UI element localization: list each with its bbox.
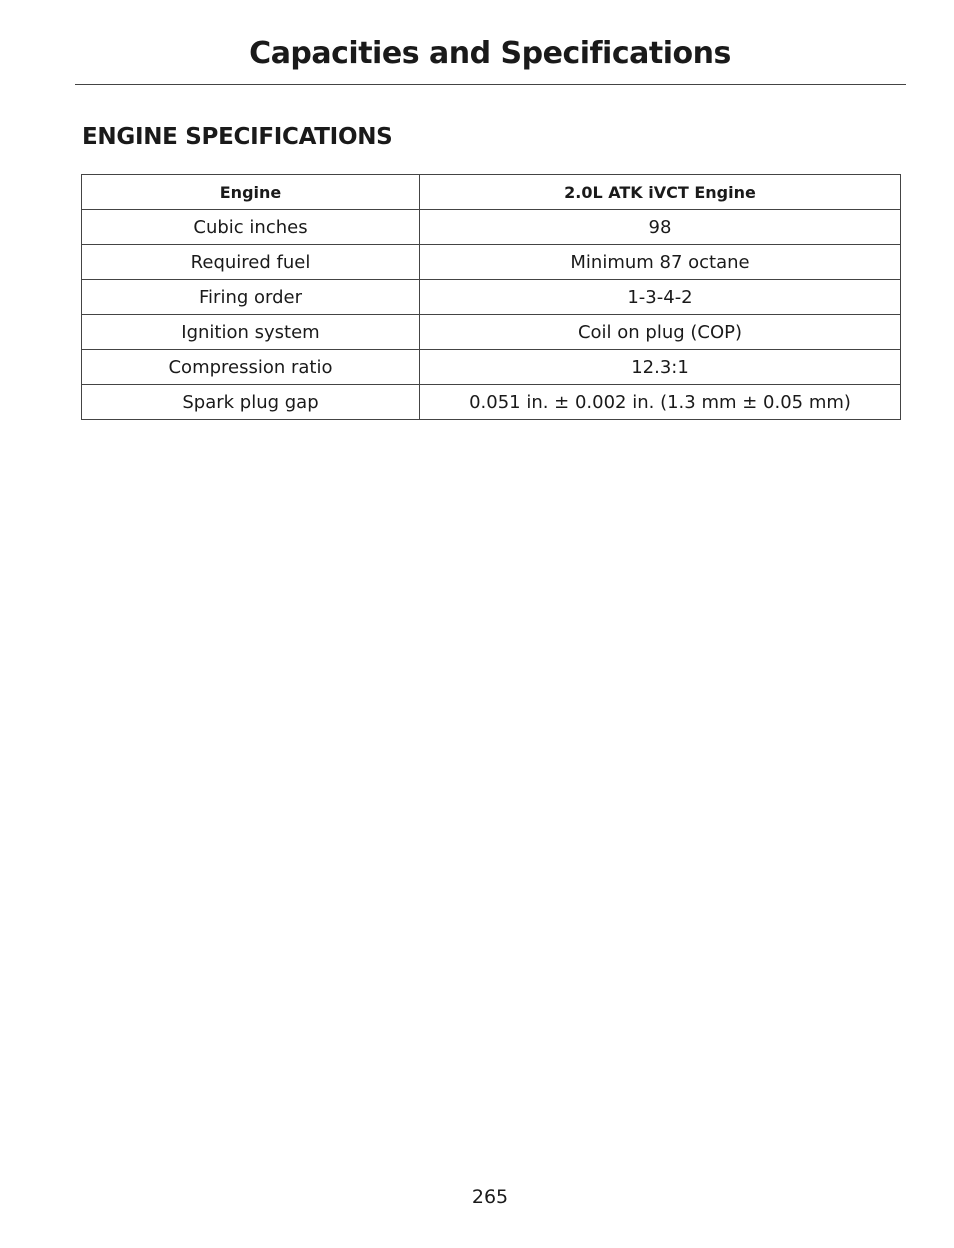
spec-label: Firing order	[82, 280, 420, 315]
header-engine-model: 2.0L ATK iVCT Engine	[420, 175, 901, 210]
spec-value: Minimum 87 octane	[420, 245, 901, 280]
spec-label: Cubic inches	[82, 210, 420, 245]
spec-label: Required fuel	[82, 245, 420, 280]
table-row	[82, 385, 901, 420]
spec-value: Coil on plug (COP)	[420, 315, 901, 350]
spec-value: 0.051 in. ± 0.002 in. (1.3 mm ± 0.05 mm)	[420, 385, 901, 420]
table-row	[82, 280, 901, 315]
spec-value: 12.3:1	[420, 350, 901, 385]
page-title: Capacities and Specifications	[249, 36, 731, 71]
spec-label: Ignition system	[82, 315, 420, 350]
spec-label: Spark plug gap	[82, 385, 420, 420]
spec-value: 1-3-4-2	[420, 280, 901, 315]
engine-specifications-table	[81, 174, 901, 420]
table-row	[82, 315, 901, 350]
section-heading: ENGINE SPECIFICATIONS	[82, 124, 393, 150]
spec-value: 98	[420, 210, 901, 245]
spec-label: Compression ratio	[82, 350, 420, 385]
title-divider	[75, 84, 906, 85]
table-row	[82, 350, 901, 385]
header-engine: Engine	[82, 175, 420, 210]
table-row	[82, 245, 901, 280]
table-row	[82, 210, 901, 245]
page-number: 265	[471, 1186, 509, 1208]
table-header-row	[82, 175, 901, 210]
